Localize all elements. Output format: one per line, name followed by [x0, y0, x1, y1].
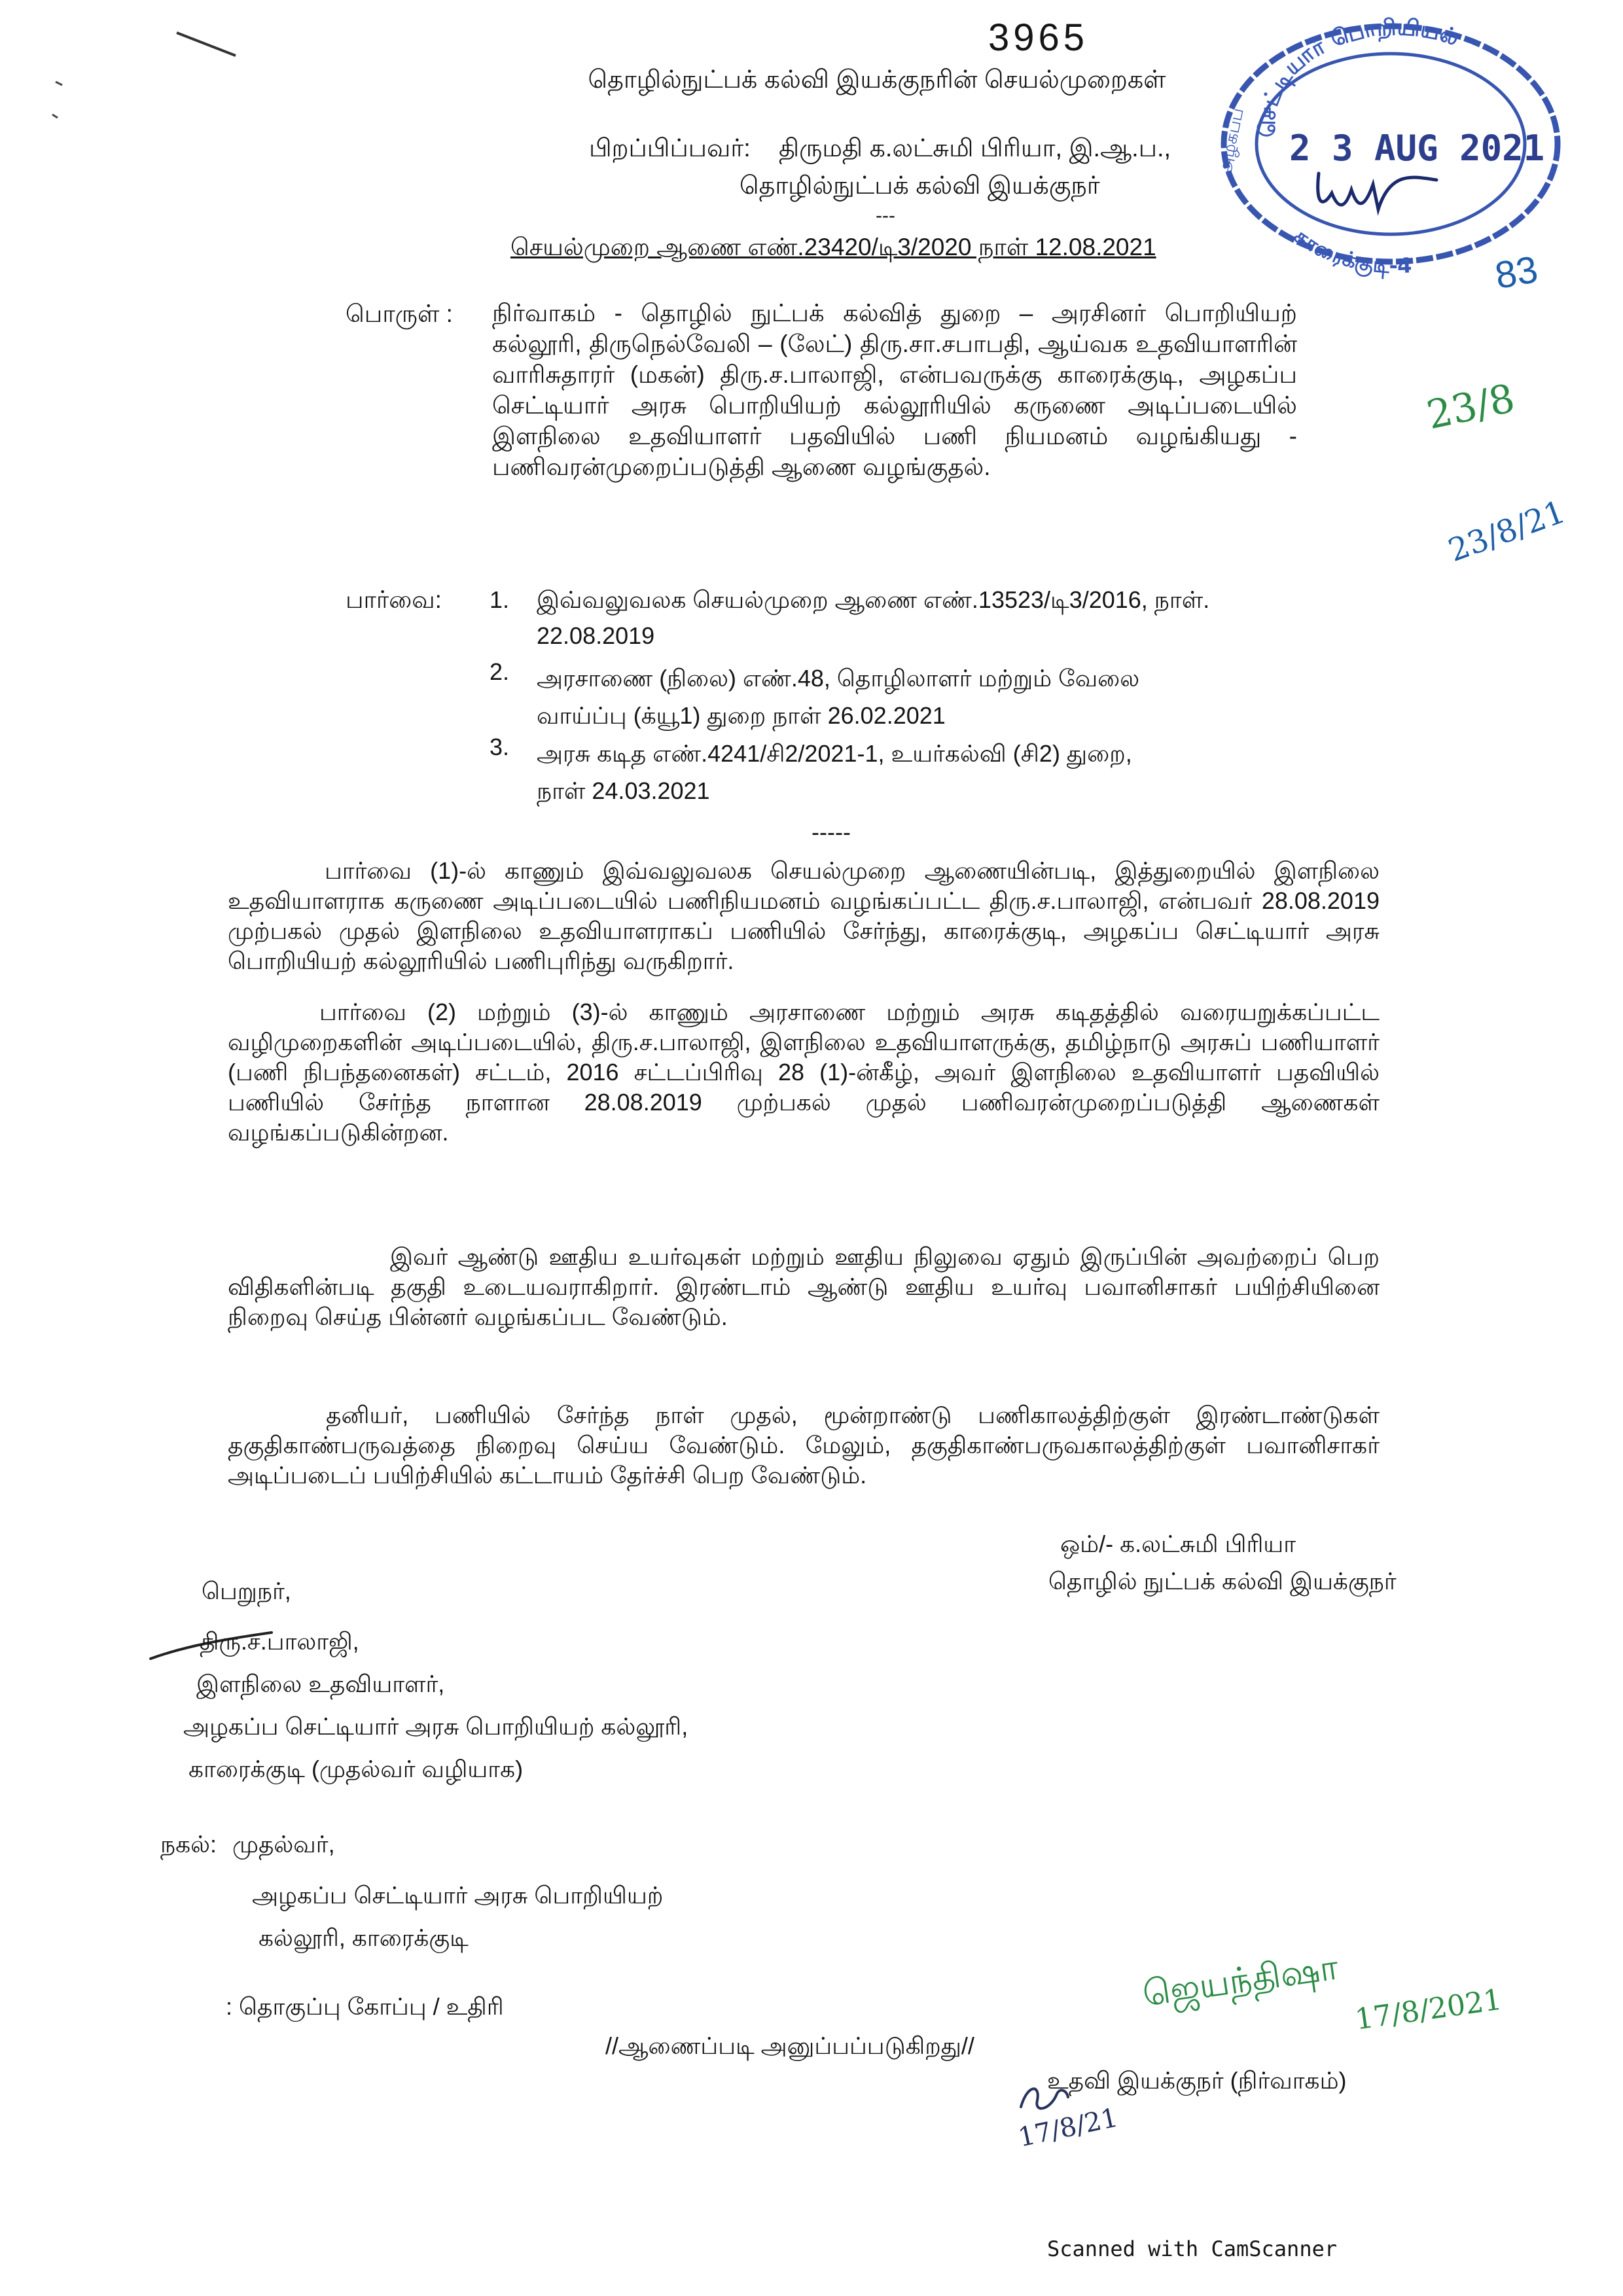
green-signature-date: 17/8/2021: [1353, 1983, 1504, 2037]
signatory-post: தொழில் நுட்பக் கல்வி இயக்குநர்: [1048, 1568, 1397, 1595]
svg-text:செட்டியார் பொறியியல்: [1254, 14, 1462, 137]
recipient-line-1: திரு.ச.பாலாஜி,: [200, 1628, 359, 1655]
subject-text: நிர்வாகம் - தொழில் நுட்பக் கல்வித் துறை – அரசினர் பொறியியற் கல்லூரி, திருநெல்வேலி – (லேட்) திரு.சா.சபாபதி, ஆய்வக உதவியாளரின் வாரிசுதாரர் (மகன்) திரு.ச.பாலாஜி, என்பவருக்கு காரைக்குடி, அழகப்ப செட்டியார் அரசு பொறியியற் கல்லூரியில் கருணை அடிப்படையில் இளநிலை உதவியாளர் பதவியில் பணி நியமனம் வழங்கியது - பணிவரன்முறைப்படுத்தி ஆணை வழங்குதல்.: [492, 300, 1297, 480]
copy-line-3: கல்லூரி, காரைக்குடி: [259, 1924, 469, 1951]
forwarded-note: //ஆணைப்படி அனுப்பப்படுகிறது//: [605, 2032, 974, 2059]
office-stamp: [1204, 13, 1571, 288]
reference-text-2b: வாய்ப்பு (க்யூ1) துறை நாள் 26.02.2021: [537, 702, 946, 729]
body-paragraph-2: பார்வை (2) மற்றும் (3)-ல் காணும் அரசாணை மற்றும் அரசு கடிதத்தில் வரையறுக்கப்பட்ட வழிமுறைகளின் அடிப்படையில், திரு.ச.பாலாஜி, இளநிலை உதவியாளருக்கு, தமிழ்நாடு அரசுப் பணியாளர் (பணி நிபந்தனைகள்) சட்டம், 2016 சட்டப்பிரிவு 28 (1)-ன்கீழ், அவர் இளநிலை உதவியாளர் பதவியில் பணியில் சேர்ந்த நாளான 28.08.2019 முற்பகல் முதல் பணிவரன்முறைப்படுத்தி ஆணைகள் வழங்கப்படுகின்றன.: [228, 998, 1380, 1146]
stamp-top-text: செட்டியார் பொறியியல்: [1254, 14, 1463, 138]
separator: ---: [876, 205, 895, 226]
green-signature: ஜெயந்திஷா: [1140, 1946, 1341, 2015]
recipient-line-2: இளநிலை உதவியாளர்,: [196, 1670, 445, 1697]
copy-line-1: முதல்வர்,: [232, 1831, 335, 1858]
stamp-signature-scrawl: [1318, 173, 1436, 209]
margin-number: 83: [1491, 247, 1541, 298]
references-divider: -----: [812, 819, 851, 845]
references-label: பார்வை:: [346, 586, 442, 613]
subject-label: பொருள் :: [346, 300, 453, 327]
recipient-label: பெறுநர்,: [202, 1578, 291, 1604]
scanner-footer: Scanned with CamScanner: [1047, 2236, 1338, 2261]
reference-text-2a: அரசாணை (நிலை) எண்.48, தொழிலாளர் மற்றும் வேலை: [537, 665, 1140, 692]
copy-label: நகல்:: [160, 1831, 217, 1858]
order-reference: செயல்முறை ஆணை எண்.23420/டி3/2020 நாள் 12.08.2021: [510, 234, 1156, 260]
copy-line-2: அழகப்ப செட்டியார் அரசு பொறியியற்: [252, 1882, 664, 1909]
reference-text-3b: நாள் 24.03.2021: [537, 777, 710, 804]
recipient-line-4: காரைக்குடி (முதல்வர் வழியாக): [188, 1756, 524, 1782]
margin-green-note: 23/8: [1423, 375, 1519, 439]
margin-blue-note: 23/8/21: [1444, 493, 1571, 569]
stamp-left-text: அழகப்ப: [1214, 106, 1248, 178]
stamp-bottom-text: காரைக்குடி-4: [1289, 222, 1413, 279]
issuer-post: தொழில்நுட்பக் கல்வி இயக்குநர்: [740, 172, 1100, 200]
reference-num-2: 2.: [490, 658, 510, 685]
issuer-prefix: பிறப்பிப்பவர்:: [589, 135, 751, 162]
document-title: தொழில்நுட்பக் கல்வி இயக்குநரின் செயல்முறைகள்: [588, 66, 1166, 94]
assistant-director-post: உதவி இயக்குநர் (நிர்வாகம்): [1047, 2067, 1347, 2094]
body-paragraph-4: தனியர், பணியில் சேர்ந்த நாள் முதல், மூன்றாண்டு பணிகாலத்திற்குள் இரண்டாண்டுகள் தகுதிகாண்பருவத்தை நிறைவு செய்ய வேண்டும். மேலும், தகுதிகாண்பருவகாலத்திற்குள் பவானிசாகர் அடிப்படைப் பயிற்சியில் கட்டாயம் தேர்ச்சி பெற வேண்டும்.: [228, 1402, 1380, 1489]
reference-num-1: 1.: [490, 586, 510, 613]
body-paragraph-1: பார்வை (1)-ல் காணும் இவ்வலுவலக செயல்முறை ஆணையின்படி, இத்துறையில் இளநிலை உதவியாளராக கருணை அடிப்படையில் பணிநியமனம் வழங்கப்பட்ட திரு.ச.பாலாஜி, என்பவர் 28.08.2019 முற்பகல் முதல் இளநிலை உதவியாளராகப் பணியில் சேர்ந்து, காரைக்குடி, அழகப்ப செட்டியார் அரசு பொறியியற் கல்லூரியில் பணிபுரிந்து வருகிறார்.: [228, 857, 1380, 974]
reference-text-1b: 22.08.2019: [537, 622, 655, 649]
file-number: 3965: [988, 16, 1089, 59]
copy-file-line: : தொகுப்பு கோப்பு / உதிரி: [226, 1993, 504, 2020]
initial-scribble: [1014, 2081, 1073, 2120]
body-paragraph-3: இவர் ஆண்டு ஊதிய உயர்வுகள் மற்றும் ஊதிய நிலுவை ஏதும் இருப்பின் அவற்றைப் பெற விதிகளின்படி தகுதி உடையவராகிறார். இரண்டாம் ஆண்டு ஊதிய உயர்வு பவானிசாகர் பயிற்சியினை நிறைவு செய்த பின்னர் வழங்கப்பட வேண்டும்.: [228, 1243, 1380, 1330]
reference-text-3a: அரசு கடித எண்.4241/சி2/2021-1, உயர்கல்வி (சி2) துறை,: [537, 740, 1132, 767]
recipient-line-3: அழகப்ப செட்டியார் அரசு பொறியியற் கல்லூரி,: [183, 1713, 688, 1740]
reference-num-3: 3.: [490, 733, 510, 760]
stamp-date: 2 3 AUG 2021: [1289, 128, 1545, 169]
reference-text-1a: இவ்வலுவலக செயல்முறை ஆணை எண்.13523/டி3/2016, நாள்.: [537, 586, 1210, 613]
initial-date: 17/8/21: [1015, 2102, 1121, 2153]
signatory-name: ஒம்/- க.லட்சுமி பிரியா: [1060, 1530, 1296, 1557]
issuer-name: திருமதி க.லட்சுமி பிரியா, இ.ஆ.ப.,: [779, 135, 1171, 162]
